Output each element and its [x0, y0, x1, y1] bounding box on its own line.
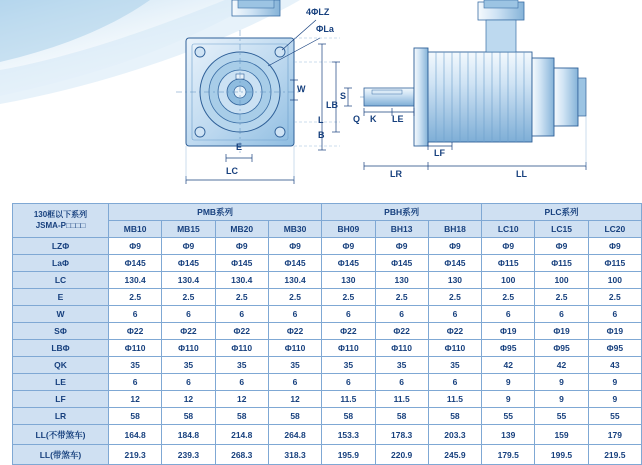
- cell: 9: [535, 374, 588, 391]
- cell: 2.5: [375, 289, 428, 306]
- row-label-lr: LR: [13, 408, 109, 425]
- cell: 100: [535, 272, 588, 289]
- cell: Φ22: [375, 323, 428, 340]
- cell: Φ110: [162, 340, 215, 357]
- cell: 35: [428, 357, 481, 374]
- cell: 9: [535, 391, 588, 408]
- cell: 6: [215, 306, 268, 323]
- cell: Φ9: [268, 238, 321, 255]
- cell: Φ145: [268, 255, 321, 272]
- cell: 195.9: [322, 445, 375, 465]
- table-row: [13, 374, 642, 391]
- model-cell-4: BH09: [322, 221, 375, 238]
- cell: 42: [482, 357, 535, 374]
- cell: 6: [428, 306, 481, 323]
- cell: 6: [162, 374, 215, 391]
- row-label-lf: LF: [13, 391, 109, 408]
- drawing-vector: [0, 0, 600, 200]
- cell: Φ9: [322, 238, 375, 255]
- cell: Φ110: [428, 340, 481, 357]
- cell: 12: [268, 391, 321, 408]
- model-cell-0: MB10: [109, 221, 162, 238]
- cell: 6: [375, 374, 428, 391]
- dim-label-w: W: [297, 84, 306, 94]
- cell: Φ22: [215, 323, 268, 340]
- dimension-table-wrap: [12, 203, 626, 465]
- model-cell-1: MB15: [162, 221, 215, 238]
- cell: 130: [428, 272, 481, 289]
- cell: Φ22: [322, 323, 375, 340]
- cell: 6: [322, 306, 375, 323]
- cell: 58: [162, 408, 215, 425]
- cell: 9: [482, 391, 535, 408]
- row-label-ll-brake: LL(带煞车): [13, 445, 109, 465]
- table-row: [13, 445, 642, 465]
- cell: 159: [535, 425, 588, 445]
- cell: Φ145: [109, 255, 162, 272]
- table-row: [13, 340, 642, 357]
- cell: Φ19: [588, 323, 641, 340]
- cell: 130.4: [109, 272, 162, 289]
- cell: 6: [482, 306, 535, 323]
- cell: 264.8: [268, 425, 321, 445]
- cell: 153.3: [322, 425, 375, 445]
- cell: 58: [215, 408, 268, 425]
- cell: 11.5: [428, 391, 481, 408]
- dim-label-l: L: [318, 115, 324, 125]
- cell: 6: [588, 306, 641, 323]
- cell: 2.5: [268, 289, 321, 306]
- cell: 9: [588, 391, 641, 408]
- cell: Φ95: [588, 340, 641, 357]
- motor-dimension-drawing: [0, 0, 600, 200]
- cell: Φ95: [482, 340, 535, 357]
- cell: Φ145: [215, 255, 268, 272]
- cell: 55: [482, 408, 535, 425]
- cell: 130: [322, 272, 375, 289]
- table-row: [13, 323, 642, 340]
- cell: Φ145: [375, 255, 428, 272]
- row-label-qk: QK: [13, 357, 109, 374]
- cell: 35: [215, 357, 268, 374]
- cell: 2.5: [428, 289, 481, 306]
- table-row: [13, 272, 642, 289]
- cell: 130.4: [268, 272, 321, 289]
- cell: Φ145: [162, 255, 215, 272]
- series-header-pbh: PBH系列: [322, 204, 482, 221]
- cell: 6: [109, 374, 162, 391]
- table-row: [13, 255, 642, 272]
- cell: 58: [428, 408, 481, 425]
- cell: 58: [322, 408, 375, 425]
- cell: 35: [109, 357, 162, 374]
- cell: 178.3: [375, 425, 428, 445]
- cell: Φ145: [428, 255, 481, 272]
- cell: Φ9: [109, 238, 162, 255]
- cell: 130.4: [162, 272, 215, 289]
- model-cell-8: LC15: [535, 221, 588, 238]
- cell: 220.9: [375, 445, 428, 465]
- cell: 9: [482, 374, 535, 391]
- row-label-lb: LBΦ: [13, 340, 109, 357]
- cell: 6: [215, 374, 268, 391]
- cell: 6: [268, 374, 321, 391]
- cell: 55: [588, 408, 641, 425]
- cell: Φ110: [268, 340, 321, 357]
- cell: 245.9: [428, 445, 481, 465]
- cell: 2.5: [322, 289, 375, 306]
- dim-label-lb: LB: [326, 100, 338, 110]
- cell: 239.3: [162, 445, 215, 465]
- table-corner-cell: [13, 204, 109, 238]
- cell: 203.3: [428, 425, 481, 445]
- cell: 219.5: [588, 445, 641, 465]
- cell: 2.5: [482, 289, 535, 306]
- table-header-group-row: [13, 204, 642, 221]
- row-label-lz: LZΦ: [13, 238, 109, 255]
- cell: 6: [535, 306, 588, 323]
- cell: 58: [268, 408, 321, 425]
- cell: 6: [109, 306, 162, 323]
- cell: 6: [428, 374, 481, 391]
- model-cell-9: LC20: [588, 221, 641, 238]
- series-header-plc: PLC系列: [482, 204, 642, 221]
- cell: Φ145: [322, 255, 375, 272]
- table-row: [13, 391, 642, 408]
- cell: 55: [535, 408, 588, 425]
- cell: 2.5: [162, 289, 215, 306]
- row-label-w: W: [13, 306, 109, 323]
- cell: 35: [375, 357, 428, 374]
- row-label-lc: LC: [13, 272, 109, 289]
- cell: 130.4: [215, 272, 268, 289]
- cell: 214.8: [215, 425, 268, 445]
- cell: Φ115: [588, 255, 641, 272]
- table-row: [13, 408, 642, 425]
- cell: 219.3: [109, 445, 162, 465]
- cell: 43: [588, 357, 641, 374]
- cell: 2.5: [215, 289, 268, 306]
- cell: 12: [109, 391, 162, 408]
- cell: Φ95: [535, 340, 588, 357]
- cell: 6: [375, 306, 428, 323]
- row-label-ll-no-brake: LL(不带煞车): [13, 425, 109, 445]
- cell: 199.5: [535, 445, 588, 465]
- cell: Φ115: [535, 255, 588, 272]
- table-row: [13, 357, 642, 374]
- cell: Φ9: [428, 238, 481, 255]
- cell: 35: [268, 357, 321, 374]
- table-row: [13, 306, 642, 323]
- cell: 35: [162, 357, 215, 374]
- dim-label-lr: LR: [390, 169, 402, 179]
- cell: 11.5: [322, 391, 375, 408]
- cell: 100: [482, 272, 535, 289]
- cell: 58: [375, 408, 428, 425]
- cell: 318.3: [268, 445, 321, 465]
- cell: Φ110: [215, 340, 268, 357]
- cell: 12: [162, 391, 215, 408]
- model-cell-3: MB30: [268, 221, 321, 238]
- model-cell-5: BH13: [375, 221, 428, 238]
- dim-label-la: ΦLa: [316, 24, 334, 34]
- dim-label-q: Q: [353, 114, 361, 124]
- cell: Φ19: [535, 323, 588, 340]
- cell: Φ110: [109, 340, 162, 357]
- cell: Φ22: [428, 323, 481, 340]
- cell: Φ9: [375, 238, 428, 255]
- table-row: [13, 425, 642, 445]
- cell: 164.8: [109, 425, 162, 445]
- dim-label-lf: LF: [434, 148, 445, 158]
- cell: Φ9: [215, 238, 268, 255]
- row-label-la: LaΦ: [13, 255, 109, 272]
- dim-label-e: E: [236, 142, 243, 152]
- model-cell-7: LC10: [482, 221, 535, 238]
- corner-line-1: 130框以下系列: [33, 209, 88, 219]
- cell: 179.5: [482, 445, 535, 465]
- cell: 6: [162, 306, 215, 323]
- cell: 58: [109, 408, 162, 425]
- cell: 12: [215, 391, 268, 408]
- cell: 2.5: [535, 289, 588, 306]
- table-row: [13, 238, 642, 255]
- cell: 11.5: [375, 391, 428, 408]
- cell: Φ110: [322, 340, 375, 357]
- cell: 6: [268, 306, 321, 323]
- series-header-pmb: PMB系列: [109, 204, 322, 221]
- cell: 130: [375, 272, 428, 289]
- row-label-le: LE: [13, 374, 109, 391]
- table-row: [13, 289, 642, 306]
- cell: Φ22: [109, 323, 162, 340]
- model-cell-2: MB20: [215, 221, 268, 238]
- cell: Φ110: [375, 340, 428, 357]
- cell: 42: [535, 357, 588, 374]
- dimension-table: [12, 203, 642, 465]
- dim-label-k: K: [370, 114, 377, 124]
- cell: 184.8: [162, 425, 215, 445]
- cell: 100: [588, 272, 641, 289]
- dim-label-le: LE: [392, 114, 404, 124]
- dim-label-s: S: [340, 91, 347, 101]
- cell: 2.5: [109, 289, 162, 306]
- cell: Φ9: [588, 238, 641, 255]
- cell: 268.3: [215, 445, 268, 465]
- row-label-e: E: [13, 289, 109, 306]
- cell: 139: [482, 425, 535, 445]
- cell: Φ22: [162, 323, 215, 340]
- cell: Φ9: [482, 238, 535, 255]
- cell: Φ22: [268, 323, 321, 340]
- cell: 2.5: [588, 289, 641, 306]
- dim-label-ll: LL: [516, 169, 527, 179]
- dim-label-b: B: [318, 130, 325, 140]
- cell: Φ19: [482, 323, 535, 340]
- dim-label-4lz: 4ΦLZ: [306, 7, 330, 17]
- cell: 9: [588, 374, 641, 391]
- cell: Φ9: [162, 238, 215, 255]
- cell: Φ9: [535, 238, 588, 255]
- dim-label-lc: LC: [226, 166, 238, 176]
- corner-line-2: JSMA-P□□□□: [35, 220, 86, 230]
- cell: Φ115: [482, 255, 535, 272]
- cell: 35: [322, 357, 375, 374]
- cell: 6: [322, 374, 375, 391]
- cell: 179: [588, 425, 641, 445]
- row-label-s: SΦ: [13, 323, 109, 340]
- model-cell-6: BH18: [428, 221, 481, 238]
